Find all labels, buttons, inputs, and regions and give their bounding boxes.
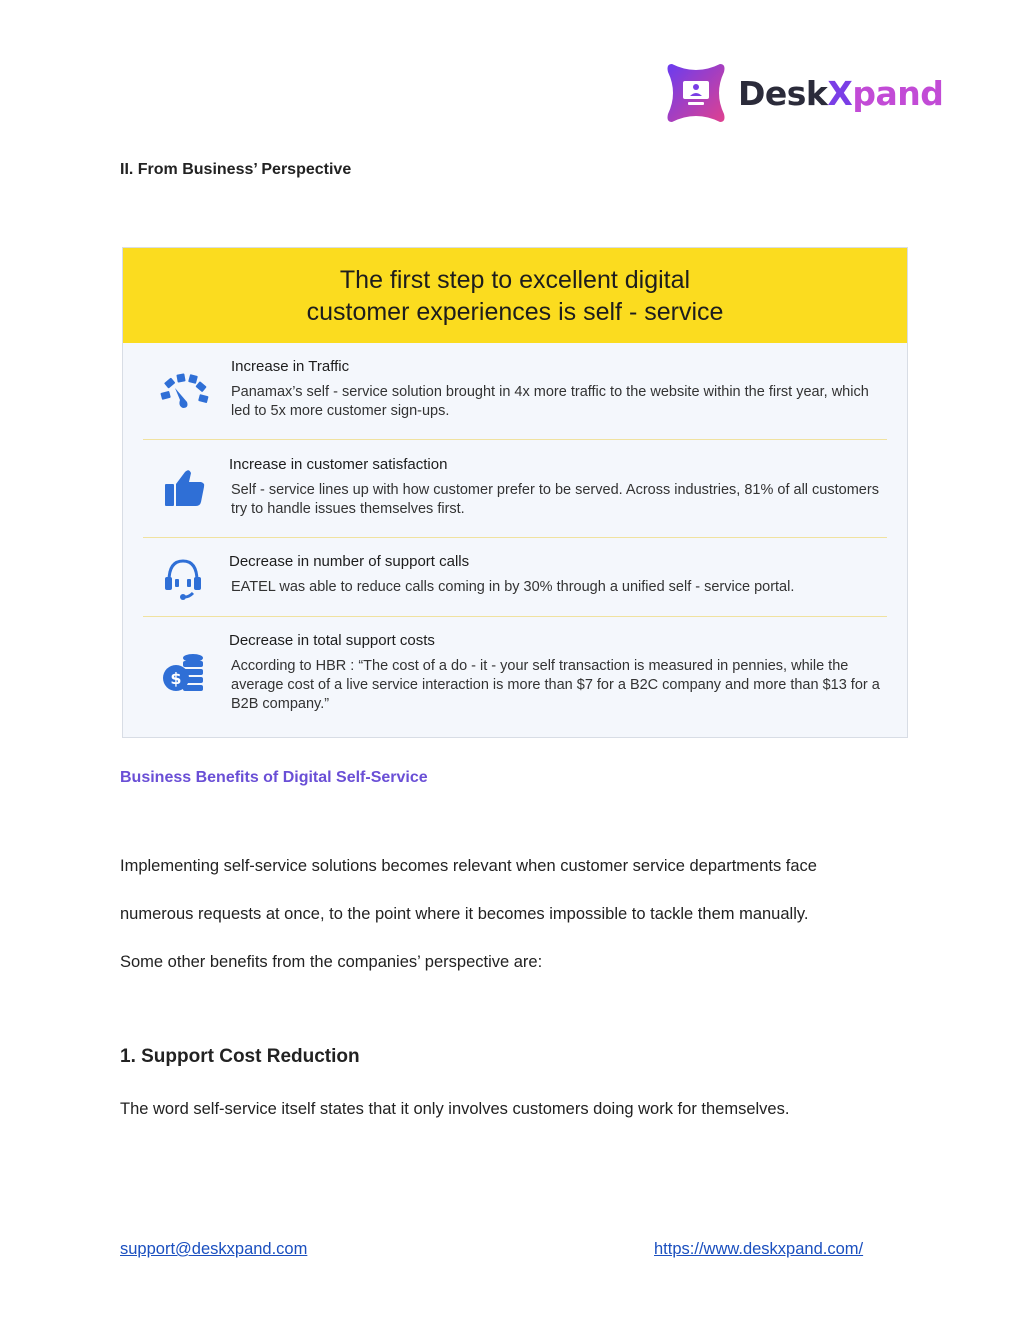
website-link[interactable]: https://www.deskxpand.com/	[654, 1240, 864, 1258]
infographic-title: The first step to excellent digital customer experiences is self - service	[306, 265, 724, 326]
body-text: The word self-service itself states that it only involves customers doing work for themselves.	[120, 1100, 790, 1118]
info-item-support-costs	[143, 632, 887, 722]
info-item-text: EATEL was able to reduce calls coming in by 30% through a unified self - service portal.	[231, 579, 795, 595]
info-item-title: Increase in Traffic	[231, 358, 350, 375]
headset-icon	[153, 553, 213, 603]
infographic-banner	[123, 248, 907, 343]
paragraph-line: Some other benefits from the companies’ perspective are:	[120, 953, 543, 971]
section-title: 1. Support Cost Reduction	[120, 1046, 360, 1067]
sub-heading: Business Benefits of Digital Self-Service	[120, 769, 428, 786]
support-email-link[interactable]: support@deskxpand.com	[120, 1240, 308, 1258]
svg-text:$: $	[170, 669, 182, 688]
thumbs-up-icon	[153, 464, 213, 514]
info-item-title: Decrease in total support costs	[229, 632, 435, 649]
info-item-title: Decrease in number of support calls	[229, 553, 470, 570]
section-heading: II. From Business’ Perspective	[120, 161, 352, 178]
self-service-infographic	[122, 247, 908, 738]
logo-pand-text: pand	[852, 73, 944, 113]
divider	[143, 439, 887, 440]
paragraph-line: numerous requests at once, to the point where it becomes impossible to tackle them manually.	[120, 905, 809, 923]
divider	[143, 537, 887, 538]
info-item-text: According to HBR : “The cost of a do - it - your self transaction is measured in pennies, while the average cost of a live service interaction is more than $7 for a B2C company and more than $13 for a B2B company.”	[231, 658, 880, 712]
logo-x-text: X	[827, 73, 853, 113]
info-item-title: Increase in customer satisfaction	[229, 456, 448, 473]
coins-icon	[153, 650, 213, 700]
divider	[143, 616, 887, 617]
info-item-support-calls	[143, 553, 887, 613]
speedometer-icon	[153, 366, 213, 416]
deskxpand-logo	[664, 60, 943, 126]
info-item-traffic	[143, 358, 887, 438]
info-item-text: Panamax’s self - service solution brought in 4x more traffic to the website within the first year, which led to 5x more customer sign-ups.	[231, 384, 869, 419]
paragraph-line: Implementing self-service solutions becomes relevant when customer service departments face	[120, 857, 817, 875]
logo-desk-text: Desk	[738, 73, 828, 113]
deskxpand-logo-icon	[664, 60, 728, 126]
logo-wordmark	[738, 74, 943, 113]
info-item-text: Self - service lines up with how customer prefer to be served. Across industries, 81% of all customers try to handle issues themselves first.	[231, 482, 879, 517]
info-item-satisfaction	[143, 456, 887, 536]
